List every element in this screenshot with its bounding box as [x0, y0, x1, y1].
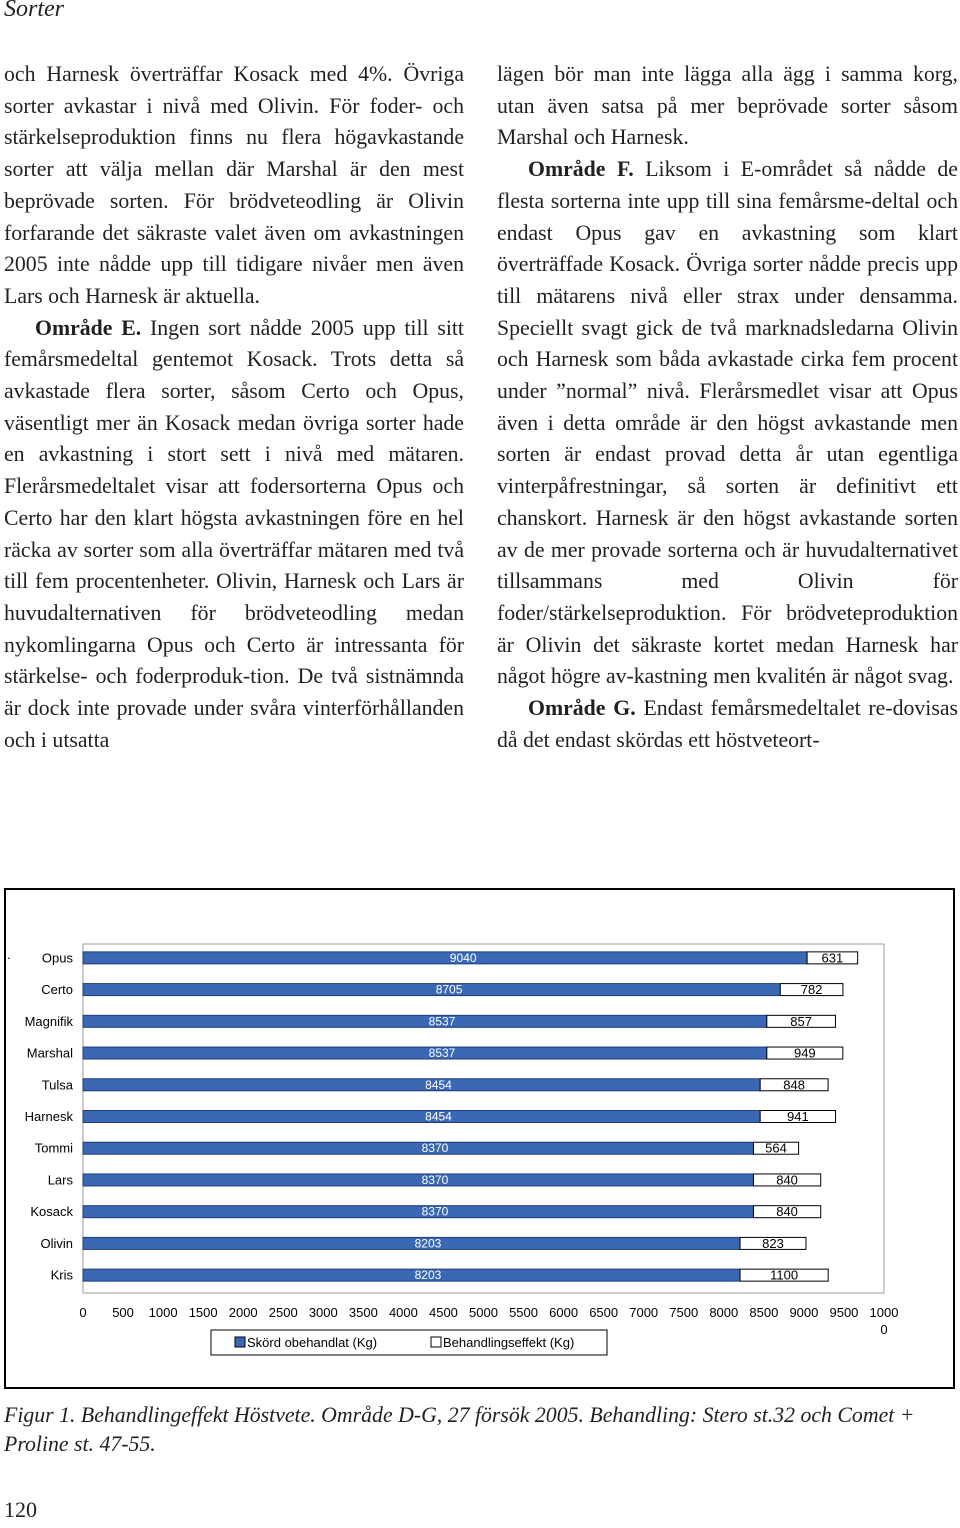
x-tick-label: 4500 — [428, 1305, 458, 1320]
bar-value-label: 857 — [790, 1013, 812, 1029]
bar-skord-obehandlat — [83, 1047, 767, 1059]
bar-value-label: 8454 — [425, 1077, 452, 1092]
legend-label: Behandlingseffekt (Kg) — [443, 1335, 575, 1350]
bar-value-label: 564 — [765, 1140, 787, 1156]
bar-value-label: 848 — [783, 1077, 805, 1093]
legend-swatch — [431, 1337, 441, 1347]
bar-skord-obehandlat — [83, 1079, 760, 1091]
bar-value-label: 8203 — [414, 1268, 442, 1283]
x-tick-label: 9000 — [789, 1305, 819, 1320]
bar-value-label: 631 — [821, 950, 844, 966]
bar-value-label: 8370 — [421, 1141, 449, 1156]
bar-value-label: 840 — [776, 1204, 798, 1220]
text-column-left — [4, 59, 464, 756]
x-tick-label: 2000 — [228, 1305, 258, 1320]
bar-value-label: 823 — [762, 1235, 784, 1251]
x-tick-label: 1000 — [869, 1305, 899, 1320]
x-tick-label: 4000 — [388, 1305, 418, 1320]
bar-skord-obehandlat — [83, 1111, 760, 1123]
category-label: Opus — [41, 950, 73, 966]
legend-swatch — [235, 1337, 245, 1347]
category-label: Kris — [50, 1267, 73, 1283]
section-heading: Område F. — [528, 157, 634, 182]
bar-value-label: 8705 — [435, 982, 463, 997]
bar-value-label: 8203 — [414, 1236, 442, 1251]
bar-value-label: 840 — [776, 1172, 798, 1188]
x-tick-label: 7000 — [629, 1305, 659, 1320]
x-tick-label: 9500 — [829, 1305, 859, 1320]
category-label: Kosack — [30, 1204, 73, 1220]
legend-label: Skörd obehandlat (Kg) — [247, 1335, 378, 1350]
figure-caption: Figur 1. Behandlingeffekt Höstvete. Område D-G, 27 försök 2005. Behandling: Stero st.32 och Comet + Proline st. 47-55. — [4, 1403, 915, 1456]
section-heading: Område G. — [528, 696, 636, 721]
x-tick-label: 8500 — [749, 1305, 779, 1320]
category-label: Olivin — [40, 1235, 73, 1251]
bar-value-label: 9040 — [449, 950, 477, 965]
paragraph-text: Endast femårsmedeltalet re-dovisas då det endast skördas ett höstveteort- — [497, 696, 958, 752]
paragraph: lägen bör man inte lägga alla ägg i samma korg, utan även satsa på mer beprövade sorter såsom Marshal och Harnesk. — [497, 62, 958, 150]
x-tick-label: 6000 — [549, 1305, 579, 1320]
x-tick-label: 500 — [112, 1305, 134, 1320]
bar-skord-obehandlat — [83, 984, 780, 996]
figure-frame — [4, 888, 955, 1389]
category-label: Tulsa — [41, 1077, 73, 1093]
bar-value-label: 8370 — [421, 1204, 449, 1219]
section-heading: Område E. — [35, 315, 142, 340]
bar-skord-obehandlat — [83, 1174, 753, 1186]
category-label: Harnesk — [24, 1109, 73, 1124]
paragraph: och Harnesk överträffar Kosack med 4%. Övriga sorter avkastar i nivå med Olivin. För foder- och stärkelseproduktion finns nu flera högavkastande sorter att välja mellan där Marshal är den mest beprövade sorten. För brödveteodling är Olivin forfarande det säkraste valet även om avkastningen 2005 inte nådde upp till tidigare nivåer men även Lars och Harnesk är aktuella. — [4, 62, 464, 308]
bar-skord-obehandlat — [83, 1269, 740, 1281]
paragraph-omrade-f — [497, 154, 958, 693]
bar-skord-obehandlat — [83, 1015, 767, 1027]
paragraph-omrade-g — [497, 693, 958, 756]
paragraph-text: Ingen sort nådde 2005 upp till sitt femårsmedeltal gentemot Kosack. Trots detta så avkastade flera sorter, såsom Certo och Opus, väsentligt mer än Kosack medan övriga sorter hade en avkastning i stort sett i nivå med mätaren. Flerårsmedeltalet visar att fodersorterna Opus och Certo har den klart högsta avkastningen före en hel räcka av sorter som alla överträffar mätaren med två till fem procentenheter. Olivin, Harnesk och Lars är huvudalternativen för brödveteodling medan nykomlingarna Opus och Certo är intressanta för stärkelse- och foderproduk-tion. De två sistnämnda är dock inte provade under svåra vinterförhållanden och i utsatta — [4, 315, 464, 752]
bar-skord-obehandlat — [83, 1142, 753, 1154]
stray-mark: . — [7, 947, 11, 962]
x-tick-label: 2500 — [268, 1305, 298, 1320]
x-tick-label: 1000 — [148, 1305, 178, 1320]
bar-skord-obehandlat — [83, 952, 807, 964]
bar-value-label: 8370 — [421, 1172, 449, 1187]
bar-skord-obehandlat — [83, 1206, 753, 1218]
bar-value-label: 1100 — [770, 1267, 799, 1283]
bar-value-label: 941 — [787, 1109, 809, 1124]
running-header: Sorter — [4, 0, 64, 22]
bar-value-label: 782 — [800, 982, 823, 998]
x-tick-label: 0 — [880, 1322, 888, 1337]
category-label: Certo — [41, 982, 73, 998]
bar-value-label: 949 — [793, 1045, 816, 1061]
x-tick-label: 8000 — [709, 1305, 739, 1320]
category-label: Magnifik — [24, 1013, 73, 1029]
paragraph-text: Liksom i E-området så nådde de flesta sorterna inte upp till sina femårsme-deltal och endast Opus gav en avkastning som klart överträffade Kosack. Övriga sorter nådde precis upp till mätarens nivå eller strax under densamma. Speciellt svagt gick de två marknadsledarna Olivin och Harnesk som båda avkastade cirka fem procent under ”normal” nivå. Flerårsmedlet visar att Opus även i detta område är den högst avkastande men sorten är endast provad detta år utan egentliga vinterpåfrestningar, så sorten är definitivt ett chanskort. Harnesk är den högst avkastande sorten av de mer provade sorterna och är huvudalternativet tillsammans med Olivin för foder/stärkelseproduktion. För brödveteproduktion är Olivin det säkraste kortet medan Harnesk har något högre av-kastning men kvalitén är något svag. — [497, 157, 958, 689]
x-tick-label: 1500 — [188, 1305, 218, 1320]
x-tick-label: 0 — [79, 1305, 87, 1320]
page-number: 120 — [4, 1497, 37, 1522]
category-label: Lars — [47, 1172, 73, 1188]
category-label: Marshal — [26, 1045, 73, 1061]
text-column-right — [497, 59, 958, 756]
category-label: Tommi — [34, 1140, 73, 1156]
bar-value-label: 8454 — [425, 1109, 452, 1124]
bar-skord-obehandlat — [83, 1237, 740, 1249]
x-tick-label: 5000 — [469, 1305, 498, 1320]
x-tick-label: 7500 — [669, 1305, 699, 1320]
bar-value-label: 8537 — [428, 1014, 456, 1029]
x-tick-label: 5500 — [509, 1305, 539, 1320]
bar-chart — [6, 890, 953, 1387]
paragraph-omrade-e — [4, 313, 464, 757]
bar-value-label: 8537 — [428, 1046, 456, 1061]
x-tick-label: 3000 — [308, 1305, 338, 1320]
x-tick-label: 3500 — [348, 1305, 378, 1320]
x-tick-label: 6500 — [589, 1305, 619, 1320]
